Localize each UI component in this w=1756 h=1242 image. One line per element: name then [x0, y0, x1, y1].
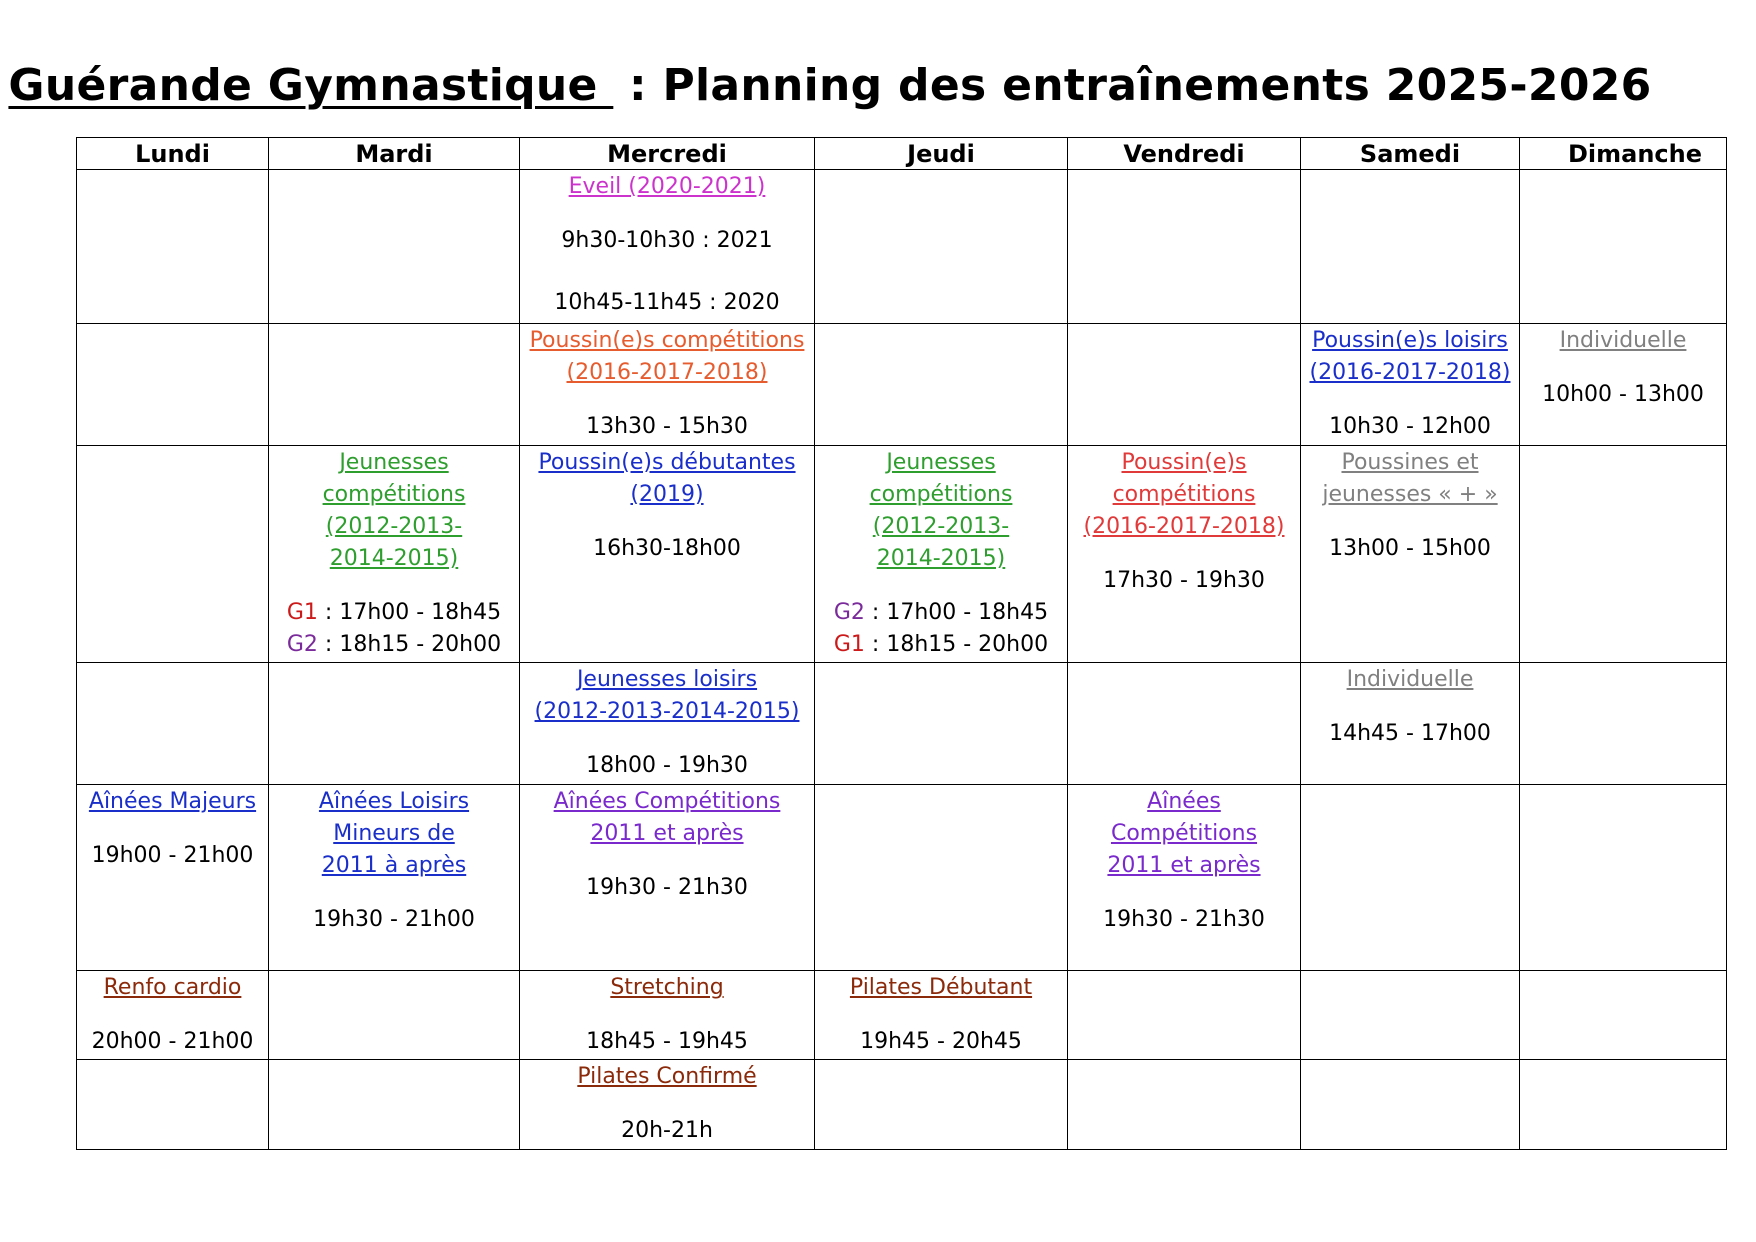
class-title-line: Aînées Loisirs: [318, 788, 470, 814]
cell-empty: [815, 170, 1068, 324]
class-link-jeunesses-loisirs[interactable]: [520, 664, 814, 728]
cell-empty: [815, 784, 1068, 971]
cell-empty: [77, 170, 269, 324]
time-slot: 17h30 - 19h30: [1103, 567, 1265, 593]
class-title-line: (2012-2013-: [325, 513, 463, 539]
schedule-row: [77, 971, 1727, 1059]
time-slot: 10h00 - 13h00: [1542, 382, 1704, 408]
class-link-ainees-competitions[interactable]: [1068, 786, 1300, 882]
time-slot: 10h45-11h45 : 2020: [554, 290, 780, 315]
class-title-line: (2016-2017-2018): [566, 360, 768, 386]
time-slot: 16h30-18h00: [593, 535, 741, 561]
group-label: G2: [286, 631, 318, 657]
time-slot: 20h-21h: [621, 1117, 713, 1143]
cell-individuelle: [1520, 324, 1727, 445]
time-slot: 13h00 - 15h00: [1329, 535, 1491, 561]
cell-individuelle: [1301, 663, 1520, 784]
class-title-line: Poussin(e)s loisirs: [1312, 328, 1508, 354]
day-header-mardi: Mardi: [269, 138, 520, 170]
cell-empty: [269, 663, 520, 784]
schedule-row: [77, 663, 1727, 784]
class-title-line: 2011 à après: [321, 852, 467, 878]
time-slot: 14h45 - 17h00: [1329, 721, 1491, 747]
group-time: : 18h15 - 20h00: [317, 631, 502, 657]
class-title-line: (2016-2017-2018): [1083, 513, 1285, 539]
cell-empty: [1520, 170, 1727, 324]
class-title-line: Jeunesses loisirs: [576, 667, 758, 693]
time-slot: 19h30 - 21h30: [586, 874, 748, 900]
cell-renfo-cardio: [77, 971, 269, 1059]
class-link-pilates-debutant[interactable]: Pilates Débutant: [849, 975, 1033, 1001]
time-slot: 19h45 - 20h45: [860, 1029, 1022, 1055]
group-time-slot: [269, 597, 519, 629]
class-link-individuelle[interactable]: Individuelle: [1559, 328, 1687, 354]
time-slot: 9h30-10h30 : 2021: [561, 228, 773, 253]
cell-empty: [269, 971, 520, 1059]
cell-empty: [1301, 971, 1520, 1059]
cell-poussins-loisirs: [1301, 324, 1520, 445]
class-title-line: compétitions: [322, 481, 466, 507]
class-title-line: compétitions: [869, 481, 1013, 507]
class-link-poussins-debutantes[interactable]: [520, 447, 814, 511]
cell-empty: [1068, 971, 1301, 1059]
cell-empty: [815, 663, 1068, 784]
cell-empty: [269, 324, 520, 445]
cell-eveil: [520, 170, 815, 324]
cell-empty: [77, 324, 269, 445]
cell-empty: [1301, 170, 1520, 324]
cell-poussines-jeunesses-plus: [1301, 445, 1520, 663]
class-title-line: (2019): [630, 481, 704, 507]
day-header-lundi: Lundi: [77, 138, 269, 170]
class-title-line: (2016-2017-2018): [1309, 360, 1511, 386]
cell-empty: [1068, 324, 1301, 445]
class-title-line: jeunesses « + »: [1322, 481, 1498, 507]
day-header-vendredi: Vendredi: [1068, 138, 1301, 170]
training-schedule-table: [76, 137, 1727, 1150]
cell-empty: [1068, 1059, 1301, 1149]
class-title-line: Compétitions: [1110, 820, 1258, 846]
class-link-jeunesses-competitions[interactable]: [815, 447, 1067, 575]
cell-pilates-debutant: [815, 971, 1068, 1059]
class-title-line: 2011 et après: [1107, 852, 1261, 878]
time-slot: 18h00 - 19h30: [586, 753, 748, 779]
group-time-slot: [815, 629, 1067, 661]
cell-jeunesses-competitions: [815, 445, 1068, 663]
cell-empty: [269, 170, 520, 324]
cell-poussins-debutantes: [520, 445, 815, 663]
time-slot: 18h45 - 19h45: [586, 1029, 748, 1055]
cell-empty: [1520, 663, 1727, 784]
class-link-poussins-loisirs[interactable]: [1301, 325, 1519, 389]
cell-empty: [1520, 784, 1727, 971]
title-club: Guérande Gymnastique: [8, 60, 614, 111]
time-slot: 19h00 - 21h00: [91, 842, 254, 868]
group-time-slot: [269, 629, 519, 661]
time-slot: 20h00 - 21h00: [91, 1029, 254, 1055]
class-title-line: compétitions: [1112, 481, 1256, 507]
schedule-row: [77, 170, 1727, 324]
cell-ainees-competitions: [520, 784, 815, 971]
cell-empty: [77, 1059, 269, 1149]
class-title-line: Jeunesses: [886, 449, 996, 475]
group-label: G1: [286, 599, 318, 625]
class-link-eveil[interactable]: Eveil (2020-2021): [568, 174, 766, 199]
day-header-jeudi: Jeudi: [815, 138, 1068, 170]
class-title-line: (2012-2013-2014-2015): [534, 699, 800, 725]
cell-poussins-competitions: [520, 324, 815, 445]
schedule-row: [77, 445, 1727, 663]
class-title-line: Mineurs de: [333, 820, 455, 846]
cell-jeunesses-competitions: [269, 445, 520, 663]
schedule-row: [77, 1059, 1727, 1149]
time-slot: 19h30 - 21h30: [1103, 906, 1265, 932]
cell-ainees-majeurs: [77, 784, 269, 971]
class-link-poussins-competitions[interactable]: [520, 325, 814, 389]
cell-empty: [1068, 170, 1301, 324]
cell-empty: [1520, 445, 1727, 663]
class-title-line: Aînées Compétitions: [553, 788, 781, 814]
class-link-ainees-competitions[interactable]: [520, 786, 814, 850]
class-title-line: Jeunesses: [339, 449, 449, 475]
time-slot: 10h30 - 12h00: [1329, 414, 1491, 440]
group-time: : 18h15 - 20h00: [864, 631, 1049, 657]
class-link-poussines-jeunesses-plus[interactable]: [1301, 447, 1519, 511]
group-time: : 17h00 - 18h45: [864, 599, 1049, 625]
page-title: [0, 60, 1660, 111]
class-title-line: Poussin(e)s débutantes: [538, 449, 796, 475]
class-link-pilates-confirme[interactable]: Pilates Confirmé: [577, 1063, 757, 1089]
class-title-line: 2014-2015): [876, 545, 1006, 571]
class-link-individuelle[interactable]: Individuelle: [1346, 667, 1474, 693]
schedule-row: [77, 784, 1727, 971]
cell-empty: [1301, 1059, 1520, 1149]
cell-empty: [1520, 1059, 1727, 1149]
cell-ainees-competitions: [1068, 784, 1301, 971]
group-label: G2: [833, 599, 865, 625]
cell-empty: [77, 445, 269, 663]
cell-empty: [1520, 971, 1727, 1059]
group-label: G1: [833, 631, 865, 657]
cell-empty: [1068, 663, 1301, 784]
class-title-line: Poussin(e)s compétitions: [529, 328, 805, 354]
class-title-line: Aînées: [1147, 788, 1221, 814]
cell-stretching: [520, 971, 815, 1059]
title-rest: : Planning des entraînements 2025-2026: [613, 60, 1652, 111]
class-title-line: 2014-2015): [329, 545, 459, 571]
time-slot: 19h30 - 21h00: [313, 906, 475, 932]
class-link-poussins-competitions[interactable]: [1068, 447, 1300, 543]
cell-empty: [1301, 784, 1520, 971]
cell-empty: [77, 663, 269, 784]
cell-empty: [815, 1059, 1068, 1149]
time-slot: 13h30 - 15h30: [586, 414, 748, 440]
cell-empty: [815, 324, 1068, 445]
class-link-renfo-cardio[interactable]: Renfo cardio: [103, 975, 242, 1001]
class-title-line: 2011 et après: [590, 820, 744, 846]
schedule-row: [77, 324, 1727, 445]
day-header-dimanche: Dimanche: [1520, 138, 1727, 170]
class-title-line: Poussin(e)s: [1121, 449, 1247, 475]
class-link-jeunesses-competitions[interactable]: [269, 447, 519, 575]
day-header-samedi: Samedi: [1301, 138, 1520, 170]
cell-poussins-competitions: [1068, 445, 1301, 663]
group-time-slot: [815, 597, 1067, 629]
header-row: [77, 138, 1727, 170]
class-link-ainees-loisirs[interactable]: [269, 786, 519, 882]
group-time: : 17h00 - 18h45: [317, 599, 502, 625]
cell-pilates-confirme: [520, 1059, 815, 1149]
class-link-ainees-majeurs[interactable]: Aînées Majeurs: [88, 788, 257, 814]
class-title-line: Poussines et: [1341, 449, 1479, 475]
class-link-stretching[interactable]: Stretching: [610, 975, 724, 1001]
cell-empty: [269, 1059, 520, 1149]
class-title-line: (2012-2013-: [872, 513, 1010, 539]
cell-jeunesses-loisirs: [520, 663, 815, 784]
cell-ainees-loisirs: [269, 784, 520, 971]
day-header-mercredi: Mercredi: [520, 138, 815, 170]
